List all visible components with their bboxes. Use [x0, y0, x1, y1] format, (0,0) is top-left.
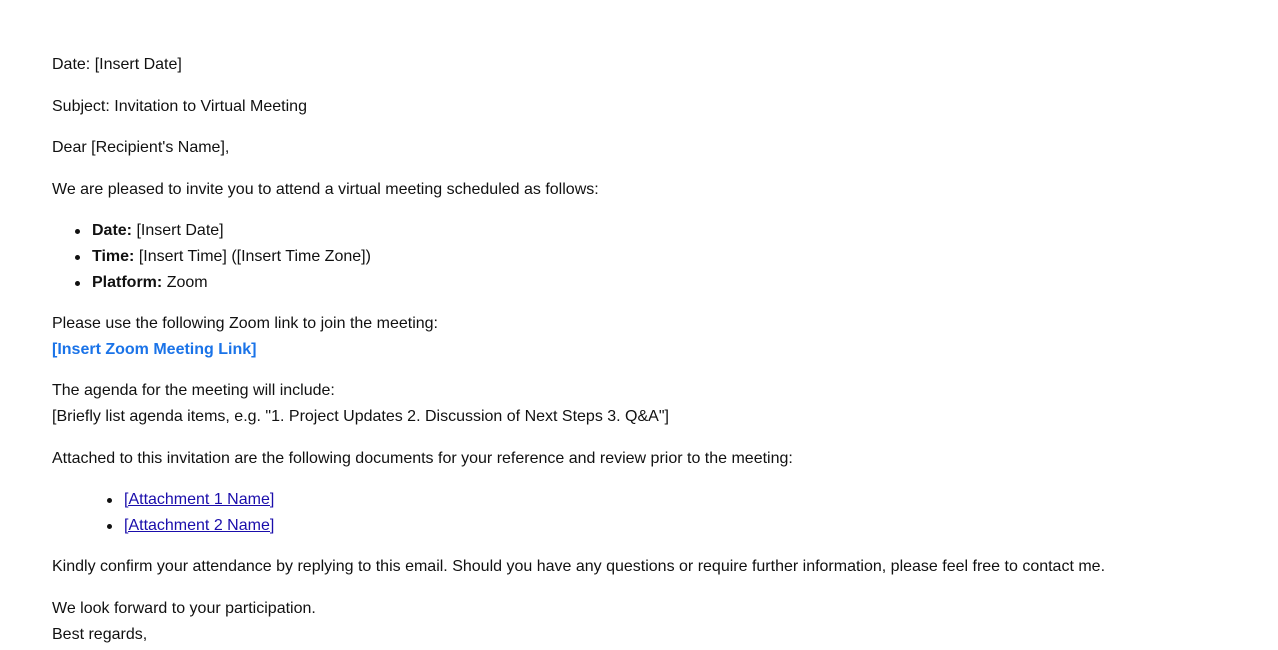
detail-label: Platform:	[92, 274, 163, 291]
meeting-details-list	[92, 221, 371, 299]
detail-label: Date:	[92, 222, 133, 239]
attachment-1-link[interactable]: [Attachment 1 Name]	[124, 491, 275, 508]
attachment-item	[124, 490, 274, 516]
agenda-items: [Briefly list agenda items, e.g. "1. Project Updates 2. Discussion of Next Steps 3. Q&A"]	[52, 408, 669, 425]
zoom-link-line	[52, 340, 256, 360]
detail-label: Time:	[92, 248, 135, 265]
meeting-detail-platform	[92, 273, 371, 299]
confirmation-paragraph: Kindly confirm your attendance by replying to this email. Should you have any questions or require further information, please feel free to contact me.	[52, 558, 1106, 575]
zoom-instruction: Please use the following Zoom link to join the meeting:	[52, 315, 438, 332]
attachment-2-link[interactable]: [Attachment 2 Name]	[124, 517, 275, 534]
zoom-meeting-link[interactable]: [Insert Zoom Meeting Link]	[52, 341, 257, 358]
detail-value: [Insert Time] ([Insert Time Zone])	[138, 248, 371, 265]
agenda-intro: The agenda for the meeting will include:	[52, 382, 335, 399]
attachment-item	[124, 516, 274, 542]
meeting-detail-date	[92, 221, 371, 247]
intro-paragraph: We are pleased to invite you to attend a virtual meeting scheduled as follows:	[52, 181, 599, 198]
greeting: Dear [Recipient's Name],	[52, 139, 230, 156]
date-line: Date: [Insert Date]	[52, 56, 182, 73]
detail-value: [Insert Date]	[136, 222, 224, 239]
attachments-intro: Attached to this invitation are the following documents for your reference and review prior to the meeting:	[52, 450, 793, 467]
sign-off: Best regards,	[52, 626, 148, 643]
detail-value: Zoom	[166, 274, 208, 291]
subject-line: Subject: Invitation to Virtual Meeting	[52, 98, 307, 115]
closing-line: We look forward to your participation.	[52, 600, 316, 617]
attachments-list	[124, 490, 274, 542]
meeting-detail-time	[92, 247, 371, 273]
